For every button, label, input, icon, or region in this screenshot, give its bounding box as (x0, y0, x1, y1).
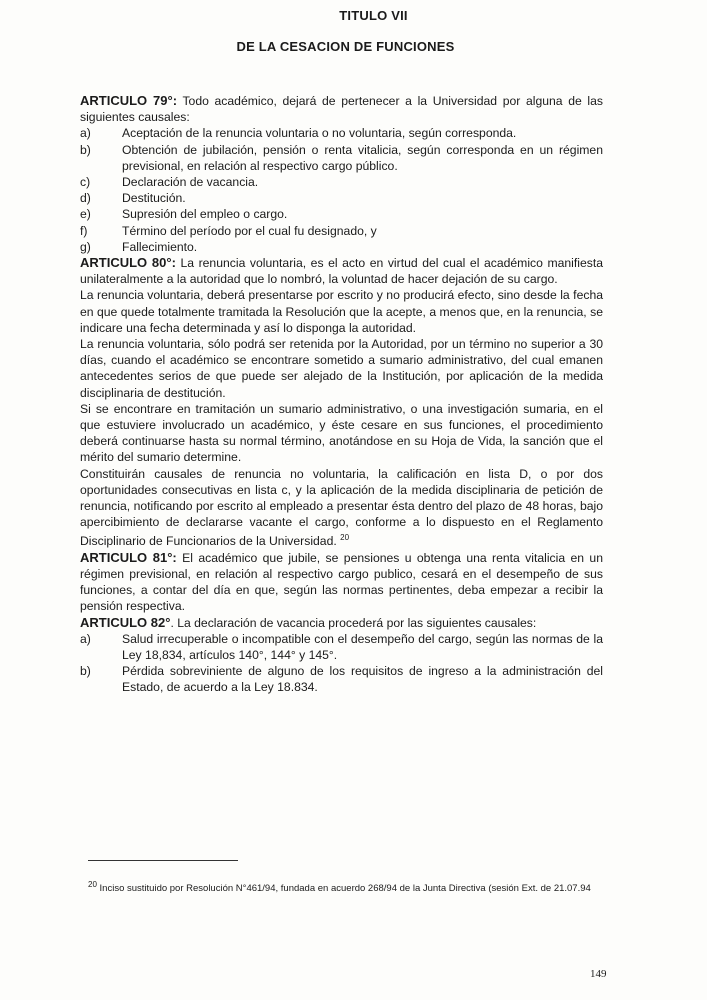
article-79-intro (80, 93, 603, 125)
article-82-text: . La declaración de vacancia procederá por las siguientes causales: (170, 615, 537, 630)
list-text: Declaración de vacancia. (122, 175, 259, 190)
list-text: Aceptación de la renuncia voluntaria o no voluntaria, según corresponda. (122, 126, 517, 141)
list-letter: f) (80, 223, 88, 238)
list-letter: e) (80, 207, 91, 222)
article-79-label: ARTICULO 79°: (80, 93, 178, 108)
list-item (80, 174, 603, 190)
list-item (80, 142, 603, 174)
list-text: Fallecimiento. (122, 239, 198, 254)
list-text: Supresión del empleo o cargo. (122, 207, 288, 222)
article-80-paragraph: La renuncia voluntaria, deberá presentarse por escrito y no producirá efecto, sino desde la fecha en que quede totalmente tramitada la Resolución que la acepte, a menos que, en la renuncia, se indicare una fecha determinada y así lo disponga la autoridad. (80, 288, 603, 335)
list-text: Obtención de jubilación, pensión o renta vitalicia, según corresponda en un régimen previsional, en relación al respectivo cargo público. (122, 142, 603, 173)
list-item (80, 190, 603, 206)
list-letter: c) (80, 175, 91, 190)
article-80-paragraph: Si se encontrare en tramitación un sumario administrativo, o una investigación sumaria, en el que estuviere involucrado un académico, y éste cesare en sus funciones, el procedimiento deberá continuarse hasta su normal término, anotándose en su Hoja de Vida, la sanción que el mérito del sumario determine. (80, 401, 603, 465)
list-text: Pérdida sobreviniente de alguno de los requisitos de ingreso a la administración del Estado, de acuerdo a la Ley 18.834. (122, 664, 603, 695)
list-text: Término del período por el cual fu designado, y (122, 223, 377, 238)
footnote (88, 878, 608, 895)
footnote-reference: 20 (340, 533, 350, 543)
list-letter: b) (80, 664, 91, 679)
article-79-text: Todo académico, dejará de pertenecer a la Universidad por alguna de las siguientes causales: (80, 94, 603, 125)
article-82-intro (80, 615, 603, 631)
list-letter: g) (80, 239, 91, 254)
list-item (80, 223, 603, 239)
footnote-divider (88, 860, 238, 861)
article-81 (80, 550, 603, 615)
article-80-paragraph-text: Constituirán causales de renuncia no voluntaria, la calificación en lista D, o por dos oportunidades consecutivas en lista c, y la aplicación de la medida disciplinaria de petición de renuncia, notificando por escrito al empleado a presentar ésta dentro del plazo de 48 horas, bajo apercibimiento de declararse vacante el cargo, conforme a lo dispuesto en el Reglamento Disciplinario de Funcionarios de la Universidad. (80, 466, 603, 549)
footnote-text: Inciso sustituido por Resolución N°461/94, fundada en acuerdo 268/94 de la Junta Directiva (sesión Ext. de 21.07.94 (96, 883, 591, 895)
article-80-paragraph: La renuncia voluntaria, sólo podrá ser retenida por la Autoridad, por un término no superior a 30 días, cuando el académico se encontrare sometido a sumario administrativo, del cual emanen antecedentes serios de que puede ser alejado de la Institución, por aplicación de la medida disciplinaria de destitución. (80, 337, 603, 400)
article-80-intro (80, 255, 603, 287)
article-82-list (80, 631, 603, 696)
document-body (80, 93, 603, 696)
article-79-list (80, 125, 603, 255)
list-letter: d) (80, 191, 91, 206)
article-80-paragraph (80, 466, 603, 550)
article-81-text: El académico que jubile, se pensiones u obtenga una renta vitalicia en un régimen previsional, en relación al respectivo cargo publico, cesará en el desempeño de sus funciones, a contar del día en que, según las normas pertinentes, deba empezar a recibir la pensión respectiva. (80, 550, 603, 614)
list-letter: a) (80, 631, 91, 646)
article-82-label: ARTICULO 82° (80, 614, 171, 630)
footnote-number: 20 (88, 880, 97, 889)
list-text: Destitución. (122, 191, 186, 206)
article-81-label: ARTICULO 81°: (80, 549, 177, 565)
list-item (80, 125, 603, 141)
chapter-title: TITULO VII (339, 8, 408, 23)
list-text: Salud irrecuperable o incompatible con el desempeño del cargo, según las normas de la Ley 18,834, artículos 140°, 144° y 145°. (122, 631, 603, 662)
list-letter: b) (80, 142, 91, 157)
list-letter: a) (80, 126, 91, 141)
page-number: 149 (590, 968, 607, 980)
list-item (80, 206, 603, 222)
list-item (80, 663, 603, 695)
list-item (80, 239, 603, 255)
article-80-text: La renuncia voluntaria, es el acto en virtud del cual el académico manifiesta unilateralmente a la autoridad que lo nombró, la voluntad de hacer dejación de su cargo. (80, 256, 603, 287)
list-item (80, 631, 603, 663)
article-80-label: ARTICULO 80°: (80, 255, 176, 271)
chapter-subtitle: DE LA CESACION DE FUNCIONES (236, 39, 455, 54)
